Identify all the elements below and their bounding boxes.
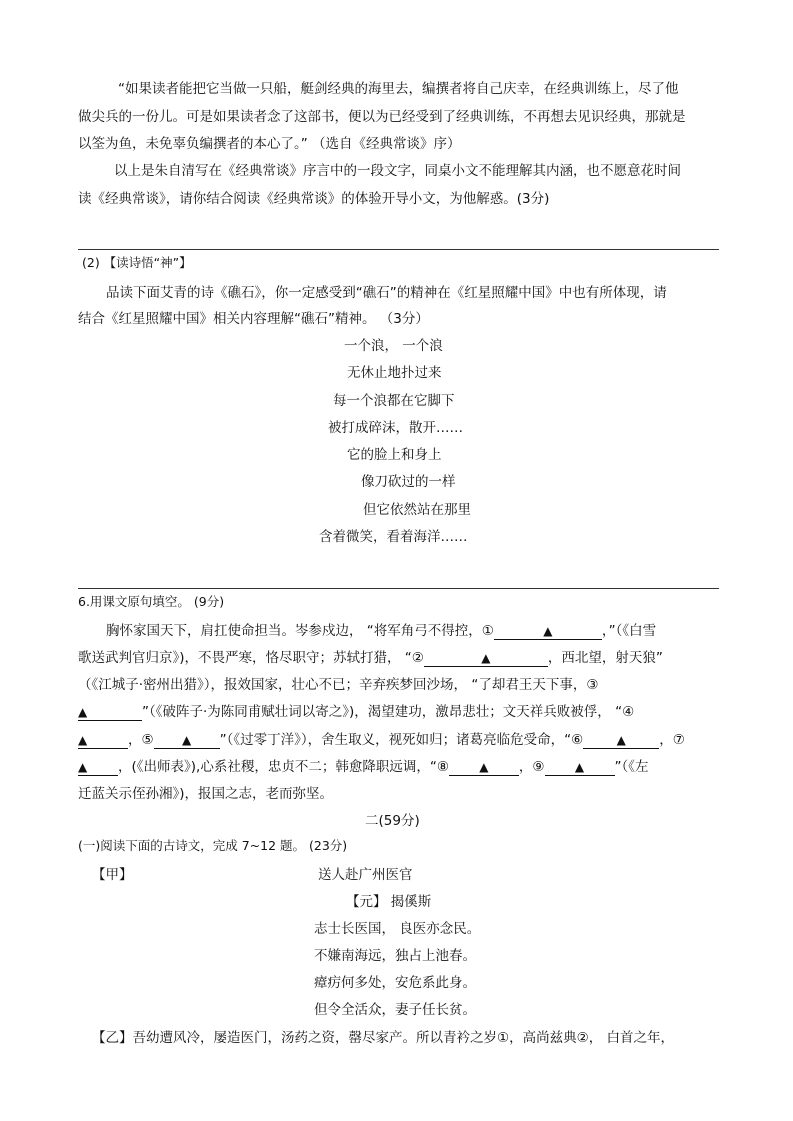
- q6-text: ”（《过零丁洋》），舍生取义，视死如归；诸葛亮临危受命，“⑥: [219, 732, 584, 748]
- answer-blank-9[interactable]: [545, 760, 615, 776]
- poem-line: 无休止地扑过来: [347, 365, 442, 381]
- poem-line: 每一个浪都在它脚下: [333, 393, 455, 409]
- answer-blank-1[interactable]: [494, 624, 602, 640]
- section-divider: [78, 249, 719, 250]
- q6-text: ，”（《白雪: [601, 623, 657, 639]
- intro-line-1: “如果读者能把它当做一只船，艇剑经典的海里去，编撰者将自己庆幸，在经典训练上，尽了他: [118, 81, 679, 97]
- poem-title: 送人赴广州医官: [318, 867, 413, 883]
- triangle-icon: ▲: [543, 624, 553, 638]
- q6-text: 胸怀家国天下，肩扛使命担当。岑参戍边， “将军角弓不得控，①: [106, 623, 494, 639]
- triangle-icon: ▲: [574, 760, 585, 774]
- q6-line-1: [106, 619, 656, 640]
- yi-passage: [92, 1026, 674, 1046]
- answer-blank-6[interactable]: [583, 733, 659, 749]
- q6-header: 6.用课文原句填空。 (9分): [78, 594, 225, 609]
- q6-text: 歌送武判官归京》)，不畏严寒，恪尽职守；苏轼打猎， “②: [78, 650, 424, 666]
- q6-line-3: （《江城子·密州出猎》），报效国家，壮心不已；辛弃疾梦回沙场， “了却君王天下事，③: [78, 677, 599, 693]
- intro-line-2: 做尖兵的一份儿。可是如果读者念了这部书，便以为已经受到了经典训练，不再想去见识经典，那就是: [78, 109, 686, 125]
- poem-line: 一个浪， 一个浪: [344, 338, 443, 354]
- q6-line-6: [78, 755, 649, 776]
- triangle-icon: ▲: [479, 760, 489, 774]
- answer-blank-4[interactable]: [78, 733, 128, 749]
- poem-line: 像刀砍过的一样: [361, 474, 456, 490]
- triangle-icon: ▲: [78, 760, 88, 774]
- poem-line: 但它依然站在那里: [363, 502, 471, 518]
- poem-line: 含着微笑，看着海洋……: [319, 529, 468, 545]
- q6-text: ，⑤: [128, 732, 154, 748]
- jia-label: 【甲】: [92, 867, 133, 883]
- q2-header: (2) 【读诗悟“神”】: [82, 255, 192, 270]
- intro-line-3: 以筌为鱼，未免辜负编撰者的本心了。” （选自《经典常谈》序）: [78, 136, 461, 152]
- poem-line: 被打成碎沫，散开……: [328, 420, 463, 436]
- part-two-title: 二(59分): [365, 813, 420, 829]
- answer-blank-8[interactable]: [449, 760, 519, 776]
- answer-blank-7[interactable]: [78, 760, 118, 776]
- q6-line-5: [78, 728, 685, 749]
- q6-line-7: 迁蓝关示侄孙湘》)，报国之志，老而弥坚。: [78, 786, 334, 802]
- answer-blank-2[interactable]: [424, 651, 548, 667]
- answer-blank-3[interactable]: [78, 705, 142, 721]
- intro-line-4: 以上是朱自清写在《经典常谈》序言中的一段文字，同桌小文不能理解其内涵，也不愿意花时间: [114, 163, 681, 179]
- q2-line-1: 品读下面艾青的诗《礁石》，你一定感受到“礁石”的精神在《红星照耀中国》中也有所体现，请: [106, 285, 667, 301]
- q6-line-4: [78, 700, 634, 721]
- triangle-icon: ▲: [616, 733, 626, 747]
- triangle-icon: ▲: [78, 705, 88, 719]
- yi-label: 【乙】: [92, 1030, 133, 1046]
- answer-blank-5[interactable]: [154, 733, 220, 749]
- part-two-instruction: (一)阅读下面的古诗文，完成 7~12 题。 (23分): [78, 838, 348, 853]
- poem-author: 【元】 揭傒斯: [346, 894, 432, 910]
- poem-line: 它的脸上和身上: [347, 447, 442, 463]
- section-divider: [78, 588, 719, 589]
- q6-text: ”（《破阵子·为陈同甫赋壮词以寄之》)，渴望建功，激昂悲壮；文天祥兵败被俘， “④: [142, 704, 635, 720]
- q2-line-2: 结合《红星照耀中国》相关内容理解“礁石”精神。 （3分）: [78, 311, 429, 327]
- q6-text: ，西北望，射天狼”: [547, 650, 663, 666]
- q6-line-2: [78, 646, 663, 667]
- triangle-icon: ▲: [78, 733, 88, 747]
- q6-text: ，(《出师表》),心系社稷，忠贞不二；韩愈降职远调，“⑧: [118, 759, 449, 775]
- triangle-icon: ▲: [481, 651, 491, 665]
- ancient-poem-line: 瘴疠何多处，安危系此身。: [314, 975, 476, 991]
- q6-text: ，⑦: [659, 732, 685, 748]
- ancient-poem-line: 但令全活众，妻子任长贫。: [314, 1002, 476, 1018]
- q6-text: ，⑨: [518, 759, 545, 775]
- yi-text: 吾幼遭风冷，屡造医门，汤药之资，罄尽家产。所以青衿之岁①，高尚兹典②， 白首之年，: [132, 1030, 674, 1046]
- ancient-poem-line: 不嫌南海远，独占上池春。: [314, 948, 476, 964]
- intro-line-5: 读《经典常谈》，请你结合阅读《经典常谈》的体验开导小文，为他解惑。(3分): [78, 191, 550, 207]
- triangle-icon: ▲: [181, 733, 192, 747]
- ancient-poem-line: 志士长医国， 良医亦念民。: [314, 921, 481, 937]
- q6-text: ”（《左: [614, 759, 649, 775]
